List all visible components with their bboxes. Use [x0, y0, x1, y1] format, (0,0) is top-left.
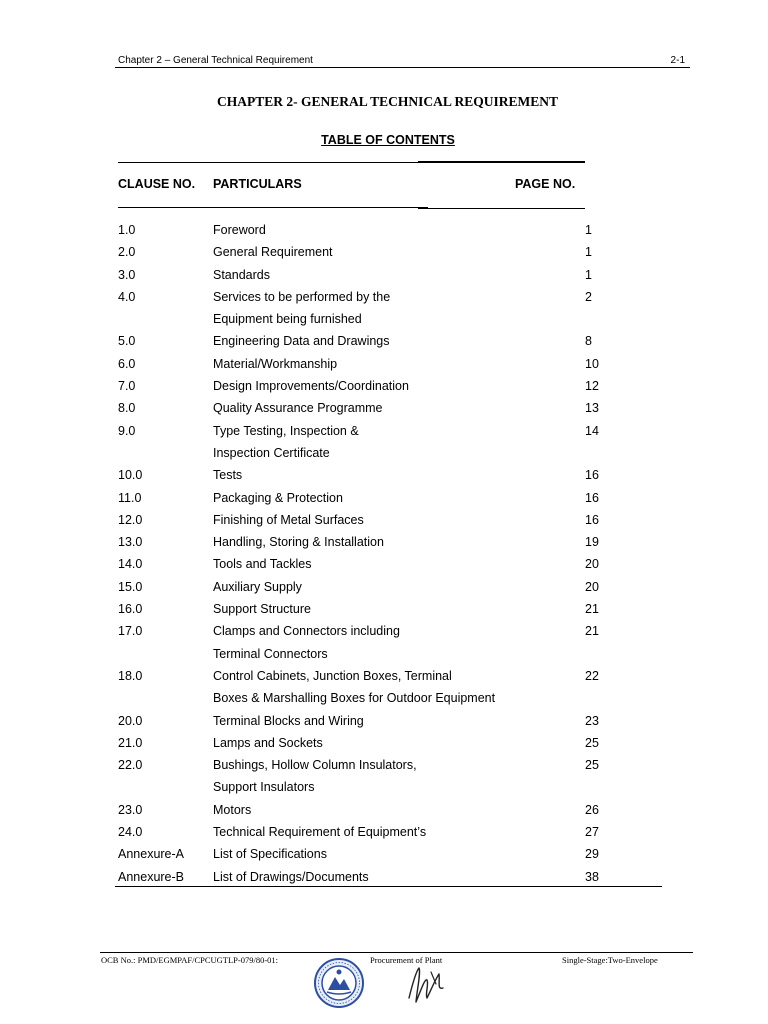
toc-row [118, 866, 648, 888]
toc-page-number: 27 [585, 825, 599, 840]
toc-clause-number: 12.0 [118, 512, 143, 527]
toc-row [118, 843, 648, 865]
toc-row [118, 620, 648, 642]
toc-entry-title: Engineering Data and Drawings [213, 334, 390, 349]
toc-clause-number: 1.0 [118, 223, 136, 237]
toc-row [118, 776, 648, 798]
toc-row [118, 687, 648, 709]
toc-clause-number: 24.0 [118, 825, 143, 840]
toc-entry-title: Finishing of Metal Surfaces [213, 512, 364, 527]
footer-stage: Single-Stage:Two-Envelope [562, 955, 658, 965]
toc-clause-number: 10.0 [118, 468, 143, 483]
toc-entry-title: Foreword [213, 223, 266, 237]
toc-row [118, 553, 648, 575]
toc-entry-title: Type Testing, Inspection & [213, 423, 359, 438]
toc-clause-number: 23.0 [118, 802, 143, 817]
toc-row [118, 464, 648, 486]
footer-rule [100, 952, 693, 953]
toc-row [118, 643, 648, 665]
chapter-title: CHAPTER 2- GENERAL TECHNICAL REQUIREMENT [216, 94, 559, 109]
toc-row [118, 531, 648, 553]
toc-row [118, 487, 648, 509]
toc-clause-number: 18.0 [118, 668, 143, 683]
toc-page-number: 16 [585, 490, 599, 505]
signature-icon [403, 960, 451, 1008]
toc-entry-title: Support Insulators [213, 780, 315, 795]
toc-entry-title: Auxiliary Supply [213, 579, 302, 594]
toc-entry-title: Control Cabinets, Junction Boxes, Terminal [213, 668, 452, 683]
toc-row [118, 219, 648, 241]
toc-page-number: 1 [585, 267, 592, 282]
toc-clause-number: Annexure-B [118, 869, 185, 884]
toc-page-number: 16 [585, 468, 599, 483]
organization-seal-icon [313, 957, 365, 1009]
toc-entry-title: Inspection Certificate [213, 445, 330, 460]
toc-row [118, 799, 648, 821]
toc-clause-number: 15.0 [118, 579, 143, 594]
toc-entry-title: List of Specifications [213, 847, 327, 862]
toc-clause-number: 21.0 [118, 735, 143, 750]
toc-page-number: 20 [585, 579, 599, 594]
toc-row [118, 241, 648, 263]
toc-page-number: 25 [585, 735, 599, 750]
toc-row [118, 509, 648, 531]
toc-clause-number: 7.0 [118, 379, 136, 394]
toc-entry-title: Bushings, Hollow Column Insulators, [213, 758, 417, 773]
page-number: 2-1 [670, 55, 685, 66]
toc-page-number: 38 [585, 869, 599, 884]
toc-entry-title: Support Structure [213, 602, 311, 617]
toc-entry-title: Tools and Tackles [213, 557, 312, 572]
toc-entry-title: General Requirement [213, 245, 333, 260]
toc-clause-number: 4.0 [118, 289, 136, 304]
toc-clause-number: 11.0 [118, 490, 142, 505]
toc-entry-title: Packaging & Protection [213, 490, 343, 505]
toc-entry-title: Lamps and Sockets [213, 735, 323, 750]
toc-entry-title: Technical Requirement of Equipment’s [213, 825, 427, 840]
toc-entry-title: Motors [213, 802, 252, 817]
toc-clause-number: Annexure-A [118, 847, 185, 862]
toc-clause-number: 9.0 [118, 423, 136, 438]
toc-entry-title: Terminal Connectors [213, 646, 328, 661]
table-bottom-rule [115, 886, 662, 887]
toc-entry-title: Tests [213, 468, 243, 483]
toc-clause-number: 8.0 [118, 401, 136, 416]
toc-page-number: 21 [585, 602, 599, 617]
toc-clause-number: 2.0 [118, 245, 136, 260]
toc-page-number: 21 [585, 624, 599, 639]
toc-row [118, 286, 648, 308]
table-top-rule-right [418, 161, 585, 163]
toc-entry-title: Clamps and Connectors including [213, 624, 400, 639]
footer-ocb-number: OCB No.: PMD/EGMPAF/CPCUGTLP-079/80-01: [101, 955, 279, 965]
toc-row [118, 754, 648, 776]
toc-page-number: 29 [585, 847, 599, 862]
toc-clause-number: 20.0 [118, 713, 143, 728]
toc-entry-title: Handling, Storing & Installation [213, 535, 384, 550]
toc-page-number: 8 [585, 334, 592, 349]
toc-row [118, 308, 648, 330]
toc-page-number: 19 [585, 535, 599, 550]
toc-page-number: 12 [585, 379, 599, 394]
toc-clause-number: 17.0 [118, 624, 143, 639]
column-header-clause: CLAUSE NO. [118, 177, 196, 191]
toc-clause-number: 22.0 [118, 758, 143, 773]
table-header-rule [118, 207, 428, 208]
toc-page-number: 20 [585, 557, 599, 572]
toc-clause-number: 16.0 [118, 602, 143, 617]
toc-entry-title: Standards [213, 267, 270, 282]
toc-page-number: 16 [585, 512, 599, 527]
toc-list [118, 219, 648, 888]
header-rule [115, 67, 690, 68]
toc-row [118, 353, 648, 375]
toc-row [118, 264, 648, 286]
column-header-particulars: PARTICULARS [213, 177, 302, 191]
toc-row [118, 420, 648, 442]
toc-row [118, 732, 648, 754]
toc-entry-title: Quality Assurance Programme [213, 401, 383, 416]
toc-row [118, 710, 648, 732]
page-header-left: Chapter 2 – General Technical Requirement [118, 55, 313, 66]
toc-page-number: 2 [585, 289, 592, 304]
toc-row [118, 576, 648, 598]
toc-page-number: 25 [585, 758, 599, 773]
toc-entry-title: List of Drawings/Documents [213, 869, 369, 884]
toc-page-number: 10 [585, 356, 599, 371]
table-top-rule [118, 162, 428, 163]
toc-entry-title: Design Improvements/Coordination [213, 379, 409, 394]
toc-page-number: 26 [585, 802, 599, 817]
toc-entry-title: Equipment being furnished [213, 312, 362, 327]
toc-row [118, 821, 648, 843]
toc-page-number: 13 [585, 401, 599, 416]
toc-row [118, 442, 648, 464]
table-header-rule-right [418, 208, 585, 209]
toc-clause-number: 3.0 [118, 267, 136, 282]
toc-row [118, 397, 648, 419]
toc-entry-title: Material/Workmanship [213, 356, 338, 371]
toc-clause-number: 13.0 [118, 535, 143, 550]
toc-row [118, 665, 648, 687]
toc-clause-number: 14.0 [118, 557, 143, 572]
toc-row [118, 330, 648, 352]
toc-page-number: 1 [585, 223, 592, 237]
toc-row [118, 598, 648, 620]
footer-procurement: Procurement of Plant [370, 955, 443, 965]
toc-page-number: 22 [585, 668, 599, 683]
toc-page-number: 1 [585, 245, 592, 260]
toc-title: TABLE OF CONTENTS [321, 133, 455, 147]
toc-page-number: 23 [585, 713, 599, 728]
toc-entry-title: Services to be performed by the [213, 289, 391, 304]
toc-row [118, 375, 648, 397]
toc-clause-number: 5.0 [118, 334, 136, 349]
toc-page-number: 14 [585, 423, 599, 438]
toc-entry-title: Terminal Blocks and Wiring [213, 713, 364, 728]
column-header-page: PAGE NO. [515, 177, 576, 191]
toc-clause-number: 6.0 [118, 356, 136, 371]
toc-entry-title: Boxes & Marshalling Boxes for Outdoor Equipment [213, 691, 496, 706]
